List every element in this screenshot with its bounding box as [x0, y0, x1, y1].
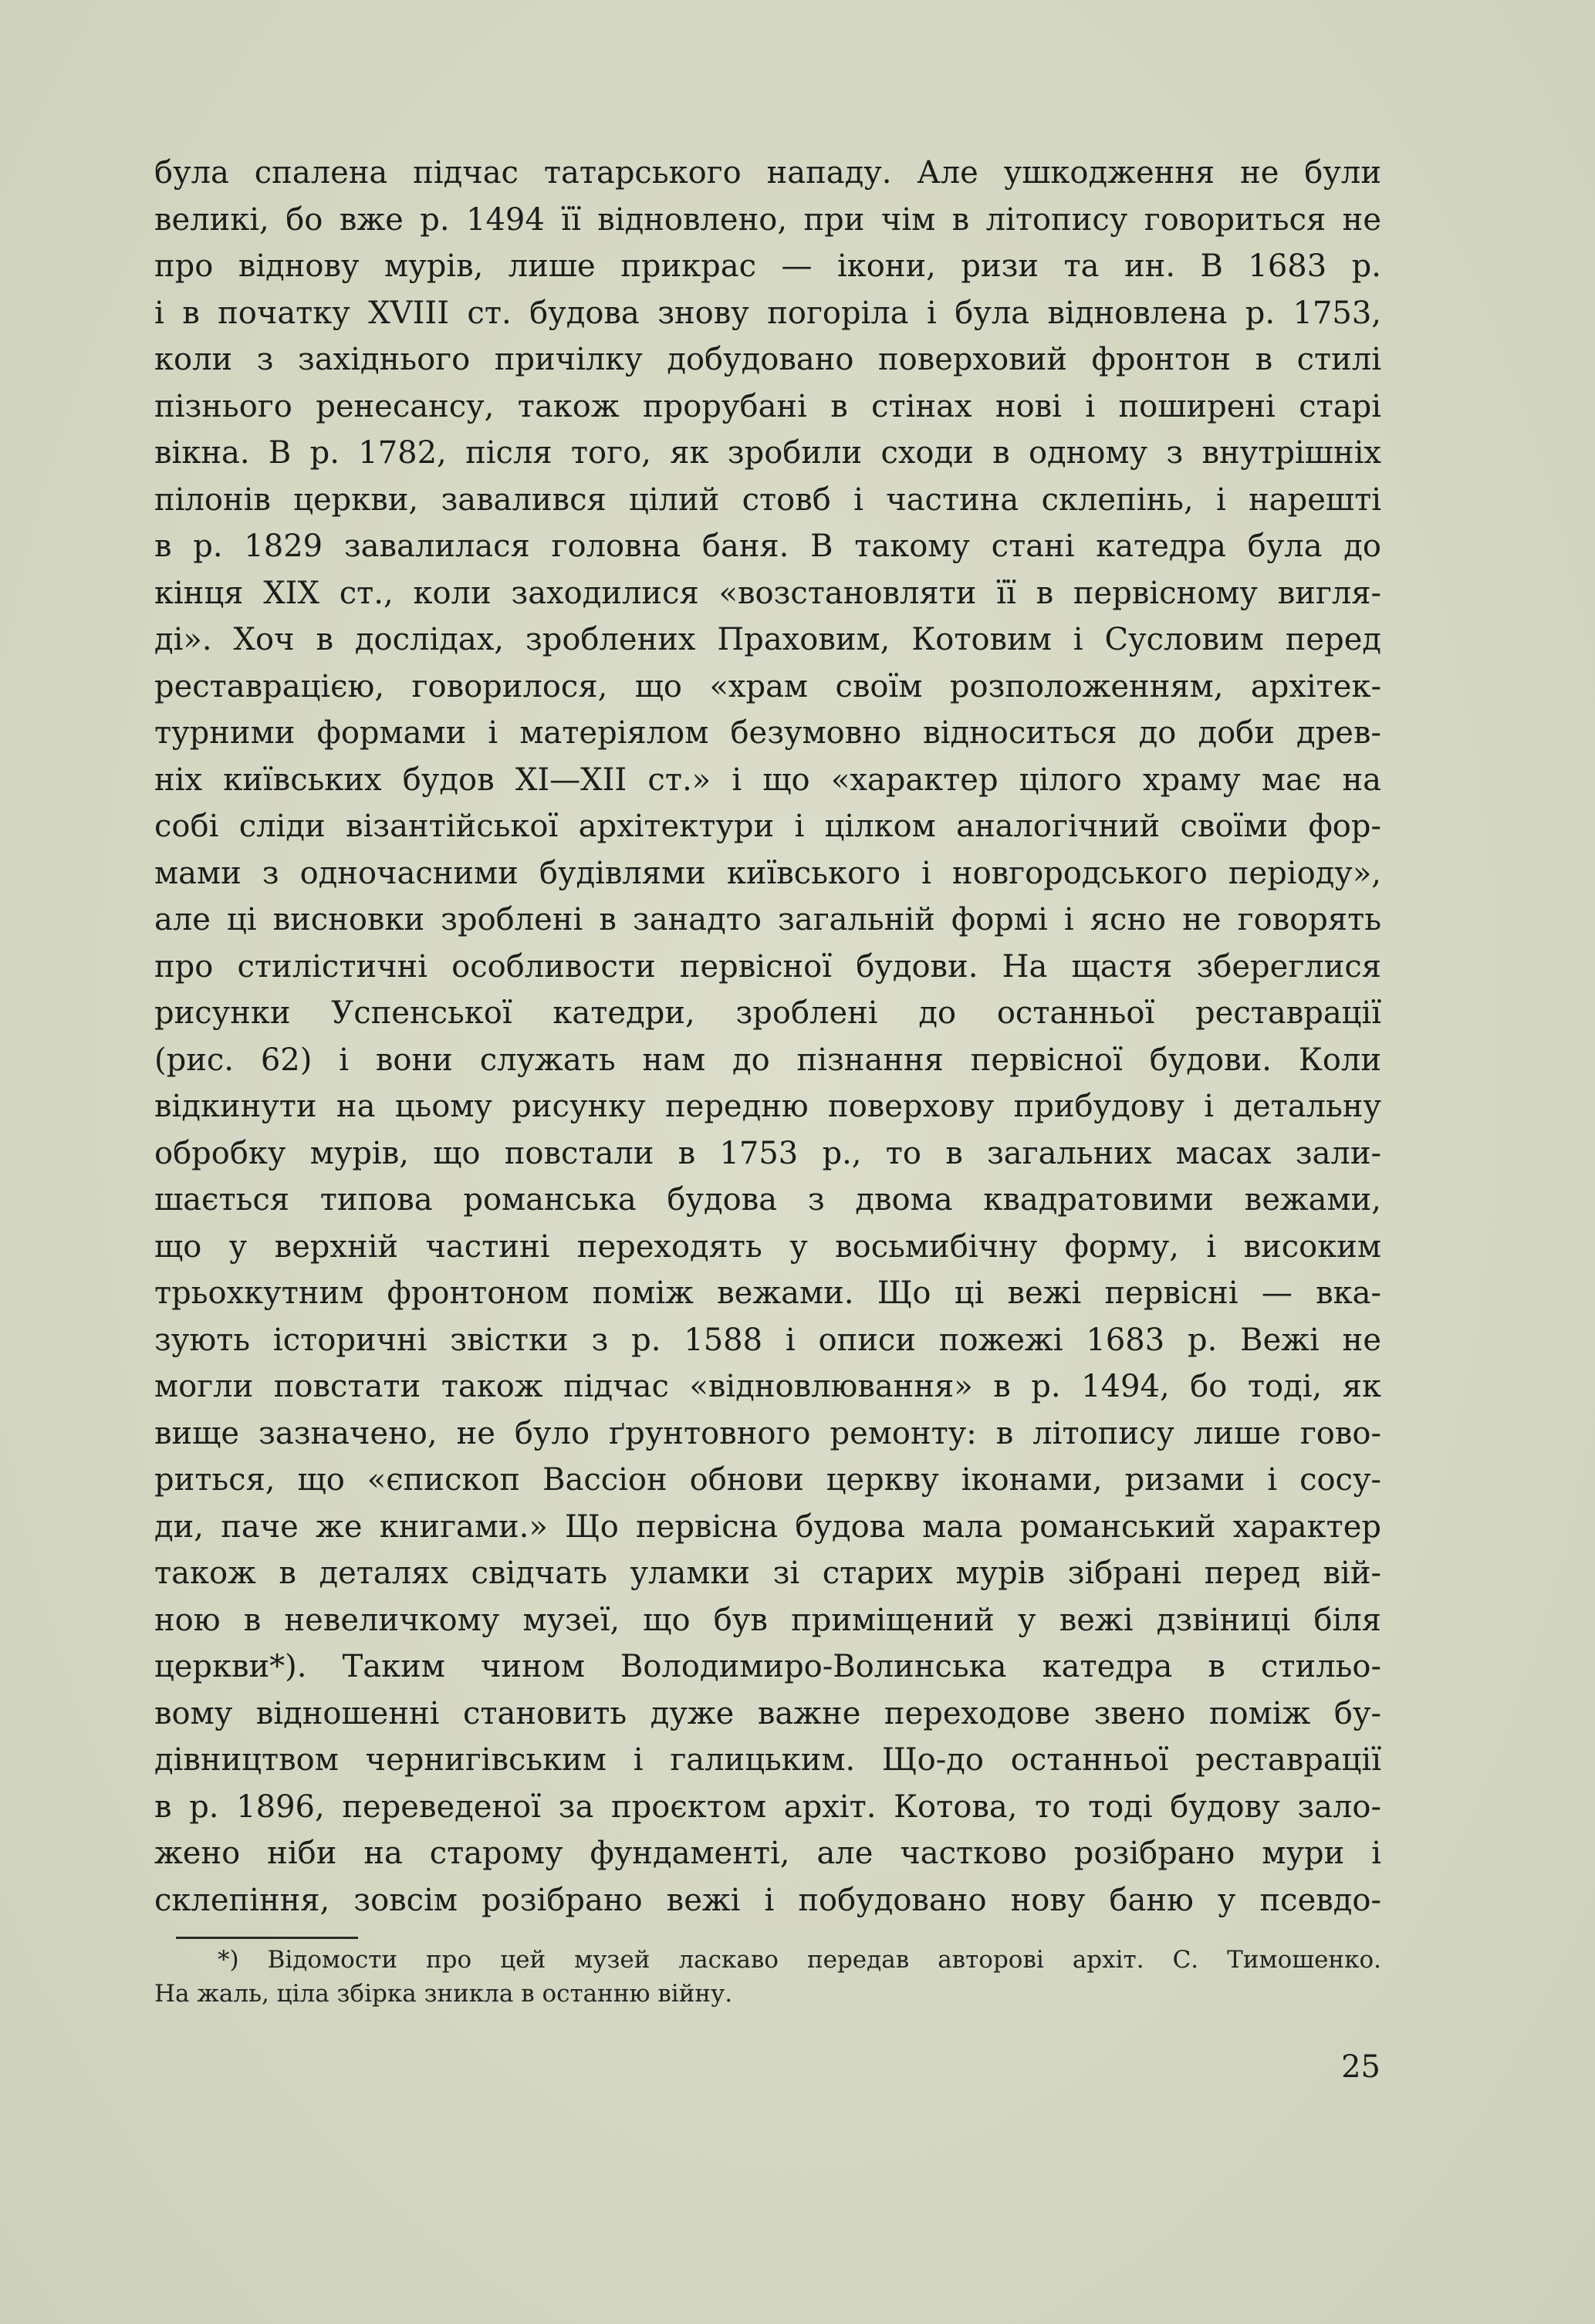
page-number: 25 [1341, 2049, 1380, 2085]
text-line: турними формами і матеріялом безумовно відноситься до доби древ- [154, 715, 1381, 751]
text-line: але ці висновки зроблені в занадто загальній формі і ясно не говорять [154, 902, 1381, 937]
text-line: вище зазначено, не було ґрунтовного ремонту: в літопису лише гово- [154, 1415, 1381, 1451]
text-line: відкинути на цьому рисунку передню поверхову прибудову і детальну [154, 1089, 1381, 1124]
text-line: в р. 1896, переведеної за проєктом архіт. Котова, то тоді будову зало- [154, 1789, 1381, 1825]
text-line: дівництвом чернигівським і галицьким. Що-до останньої реставрації [154, 1742, 1381, 1778]
text-line: жено ніби на старому фундаменті, але частково розібрано мури і [154, 1836, 1381, 1871]
text-line: про віднову мурів, лише прикрас — ікони, ризи та ин. В 1683 р. [154, 248, 1381, 284]
text-line: зують історичні звістки з р. 1588 і описи пожежі 1683 р. Вежі не [154, 1322, 1381, 1358]
text-line: великі, бо вже р. 1494 її відновлено, при чім в літопису говориться не [154, 201, 1381, 238]
text-line: риться, що «єпископ Вассіон обнови церкву іконами, ризами і сосу- [154, 1462, 1381, 1498]
text-line: мами з одночасними будівлями київського і новгородського періоду», [154, 855, 1381, 891]
text-line: пілонів церкви, завалився цілий стовб і частина склепінь, і нарешті [154, 481, 1381, 518]
text-line: обробку мурів, що повстали в 1753 р., то в загальних масах зали- [154, 1135, 1381, 1171]
text-line: могли повстати також підчас «відновлювання» в р. 1494, бо тоді, як [154, 1369, 1381, 1404]
text-line: ніх київських будов XI—XII ст.» і що «характер цілого храму має на [154, 762, 1381, 798]
text-line: коли з західнього причілку добудовано поверховий фронтон в стилі [154, 342, 1381, 377]
text-line: шається типова романська будова з двома квадратовими вежами, [154, 1182, 1381, 1218]
text-line: склепіння, зовсім розібрано вежі і побудовано нову баню у псевдо- [154, 1882, 1381, 1918]
text-line: ді». Хоч в дослідах, зроблених Праховим, Котовим і Сусловим перед [154, 622, 1381, 657]
body-text [154, 150, 1381, 1924]
text-line: кінця XIX ст., коли заходилися «возстановляти її в первісному вигля- [154, 575, 1381, 611]
text-line: також в деталях свідчать уламки зі старих мурів зібрані перед вій- [154, 1556, 1381, 1591]
text-line: реставрацією, говорилося, що «храм своїм розположенням, архітек- [154, 668, 1381, 704]
text-line: про стилістичні особливости первісної будови. На щастя збереглися [154, 948, 1381, 985]
text-line: трьохкутним фронтоном поміж вежами. Що ці вежі первісні — вка- [154, 1275, 1381, 1311]
text-line: вому відношенні становить дуже важне переходове звено поміж бу- [154, 1695, 1381, 1731]
footnote-line: На жаль, ціла збірка зникла в останню війну. [154, 1980, 733, 2008]
text-line: і в початку XVIII ст. будова знову погоріла і була відновлена р. 1753, [154, 295, 1381, 331]
text-line: собі сліди візантійської архітектури і цілком аналогічний своїми фор- [154, 809, 1381, 844]
text-line: ною в невеличкому музеї, що був приміщений у вежі дзвіниці біля [154, 1602, 1381, 1638]
footnote [154, 1943, 1381, 2011]
text-line: ди, паче же книгами.» Що первісна будова мала романський характер [154, 1508, 1381, 1545]
text-line: (рис. 62) і вони служать нам до пізнання первісної будови. Коли [154, 1042, 1381, 1078]
text-line: що у верхній частині переходять у восьмибічну форму, і високим [154, 1228, 1381, 1265]
text-line: була спалена підчас татарського нападу. Але ушкодження не були [154, 155, 1381, 191]
text-line: рисунки Успенської катедри, зроблені до останньої реставрації [154, 995, 1381, 1031]
footnote-divider [176, 1937, 358, 1939]
footnote-line: *) Відомости про цей музей ласкаво передав авторові архіт. С. Тимошенко. [218, 1946, 1381, 1974]
text-line: пізнього ренесансу, також прорубані в стінах нові і поширені старі [154, 388, 1381, 424]
text-line: вікна. В р. 1782, після того, як зробили сходи в одному з внутрішніх [154, 435, 1381, 471]
text-line: в р. 1829 завалилася головна баня. В такому стані катедра була до [154, 529, 1381, 564]
text-line: церкви*). Таким чином Володимиро-Волинська катедра в стильо- [154, 1649, 1381, 1684]
